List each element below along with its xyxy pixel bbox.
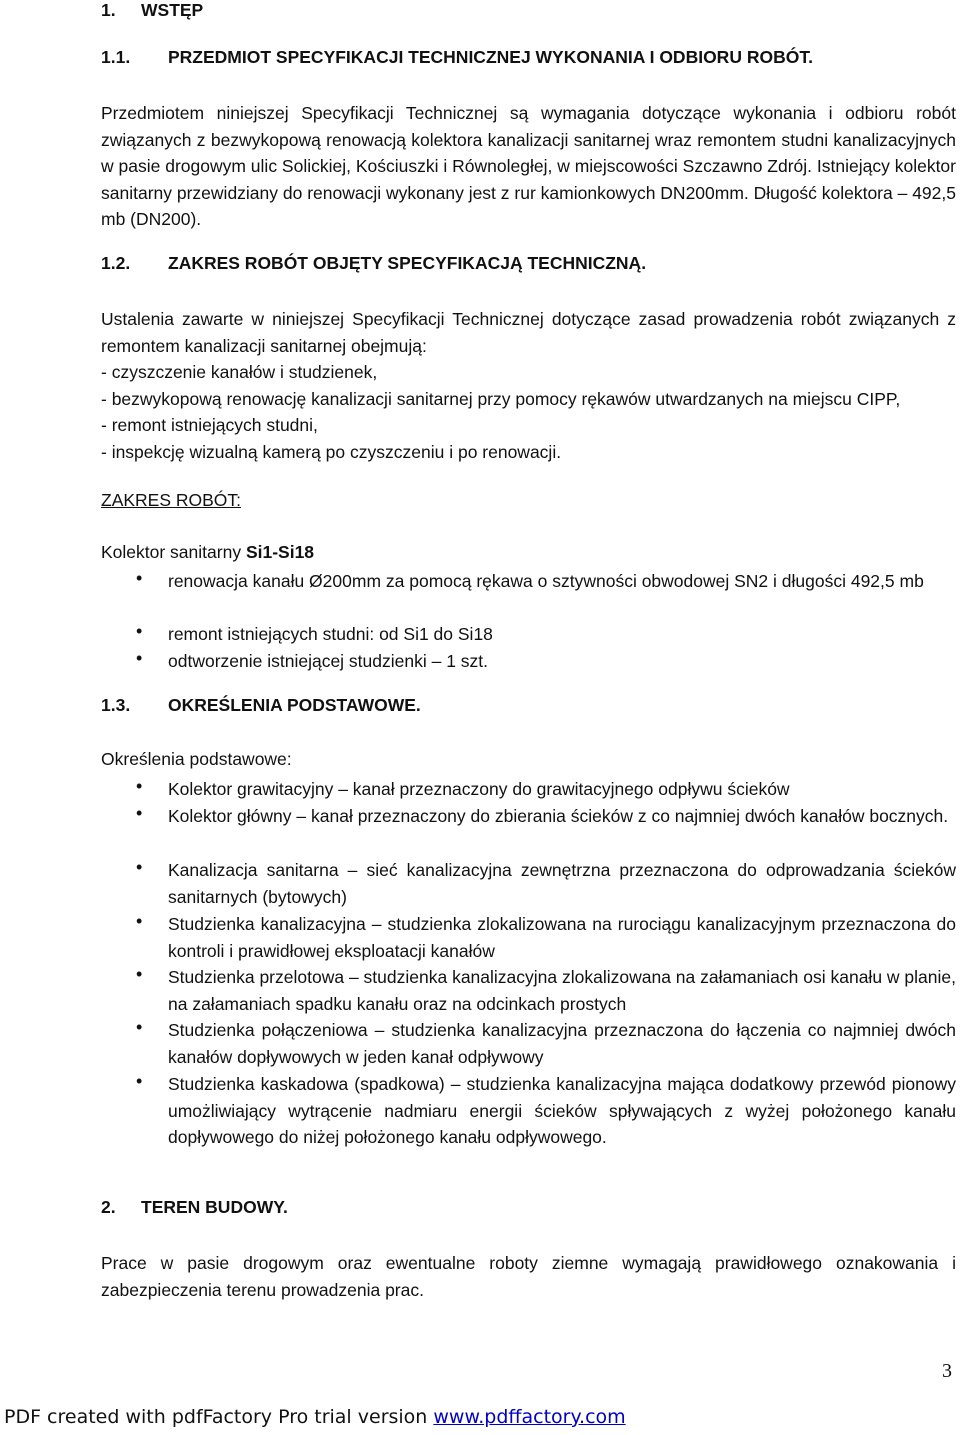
bullet-icon: • — [136, 911, 143, 931]
definition-item: • Studzienka połączeniowa – studzienka kanalizacyjna przeznaczona do łączenia co najmniej dwóch kanałów dopływowych w jeden kanał odpływowy — [136, 1017, 956, 1067]
collector-code: Si1-Si18 — [245, 542, 315, 562]
bullet-icon: • — [136, 964, 143, 984]
bullet-icon: • — [136, 857, 143, 877]
section-title: WSTĘP — [141, 0, 204, 20]
scope-paragraph — [101, 306, 956, 465]
bullet-icon: • — [136, 621, 143, 641]
intro-paragraph: Przedmiotem niniejszej Specyfikacji Technicznej są wymagania dotyczące wykonania i odbioru robót związanych z bezwykopową renowacją kolektora kanalizacji sanitarnej wraz remontem studni kanalizacyjnych w pasie drogowym ulic Solickiej, Kościuszki i Równoległej, w miejscowości Szczawno Zdrój. Istniejący kolektor sanitarny przewidziany do renowacji wykonany jest z rur kamionkowych DN200mm. Długość kolektora – 492,5 mb (DN200). — [101, 103, 956, 229]
section-title: OKREŚLENIA PODSTAWOWE. — [168, 695, 421, 715]
section-number: 1. — [101, 0, 116, 20]
bullet-icon: • — [136, 1071, 143, 1091]
pdf-footer — [4, 1406, 626, 1428]
bullet-item: • renowacja kanału Ø200mm za pomocą rękawa o sztywności obwodowej SN2 i długości 492,5 mb — [136, 568, 924, 591]
definition-item: • Studzienka kanalizacyjna – studzienka zlokalizowana na rurociągu kanalizacyjnym przeznaczona do kontroli i prawidłowej eksploatacji kanałów — [136, 911, 956, 961]
section-title: PRZEDMIOT SPECYFIKACJI TECHNICZNEJ WYKONANIA I ODBIORU ROBÓT. — [168, 47, 813, 67]
bullet-item: • odtworzenie istniejącej studzienki – 1 szt. — [136, 648, 489, 671]
definition-item: • Kolektor główny – kanał przeznaczony do zbierania ścieków z co najmniej dwóch kanałów bocznych. — [136, 803, 949, 826]
page-number: 3 — [942, 1360, 952, 1382]
section-number: 1.2. — [101, 253, 131, 273]
collector-line — [101, 542, 314, 563]
section-number: 2. — [101, 1197, 116, 1217]
section-title: TEREN BUDOWY. — [141, 1197, 288, 1217]
collector-label: Kolektor sanitarny — [101, 542, 246, 562]
bullet-icon: • — [136, 568, 143, 588]
scope-item: - remont istniejących studni, — [101, 415, 318, 435]
bullet-icon: • — [136, 1017, 143, 1037]
definition-item: • Studzienka przelotowa – studzienka kanalizacyjna zlokalizowana na załamaniach osi kanału w planie, na załamaniach spadku kanału oraz na odcinkach prostych — [136, 964, 956, 1014]
section-number: 1.1. — [101, 47, 131, 67]
footer-link[interactable]: www.pdffactory.com — [433, 1406, 626, 1428]
section-number: 1.3. — [101, 695, 131, 715]
works-scope-heading: ZAKRES ROBÓT: — [101, 490, 242, 510]
bullet-item: • remont istniejących studni: od Si1 do Si18 — [136, 621, 493, 644]
definitions-intro: Określenia podstawowe: — [101, 749, 292, 769]
scope-item: - czyszczenie kanałów i studzienek, — [101, 362, 378, 382]
definition-item: • Studzienka kaskadowa (spadkowa) – studzienka kanalizacyjna mająca dodatkowy przewód pionowy umożliwiający wytrącenie nadmiaru energii ścieków spływających z wyżej położonego kanału dopływowego do niżej położonego kanału odpływowego. — [136, 1071, 956, 1147]
definition-item: • Kolektor grawitacyjny – kanał przeznaczony do grawitacyjnego odpływu ścieków — [136, 776, 790, 799]
scope-item: - bezwykopową renowację kanalizacji sanitarnej przy pomocy rękawów utwardzanych na miejscu CIPP, — [101, 388, 901, 409]
bullet-icon: • — [136, 648, 143, 668]
bullet-icon: • — [136, 776, 143, 796]
site-paragraph: Prace w pasie drogowym oraz ewentualne roboty ziemne wymagają prawidłowego oznakowania i zabezpieczenia terenu prowadzenia prac. — [101, 1253, 956, 1300]
scope-intro: Ustalenia zawarte w niniejszej Specyfikacji Technicznej dotyczące zasad prowadzenia robót związanych z remontem kanalizacji sanitarnej obejmują: — [101, 309, 956, 356]
scope-item: - inspekcję wizualną kamerą po czyszczeniu i po renowacji. — [101, 441, 562, 462]
section-title: ZAKRES ROBÓT OBJĘTY SPECYFIKACJĄ TECHNICZNĄ. — [168, 253, 647, 273]
bullet-icon: • — [136, 803, 143, 823]
definition-item: • Kanalizacja sanitarna – sieć kanalizacyjna zewnętrzna przeznaczona do odprowadzania ścieków sanitarnych (bytowych) — [136, 857, 956, 907]
footer-text: PDF created with pdfFactory Pro trial version — [4, 1406, 434, 1428]
